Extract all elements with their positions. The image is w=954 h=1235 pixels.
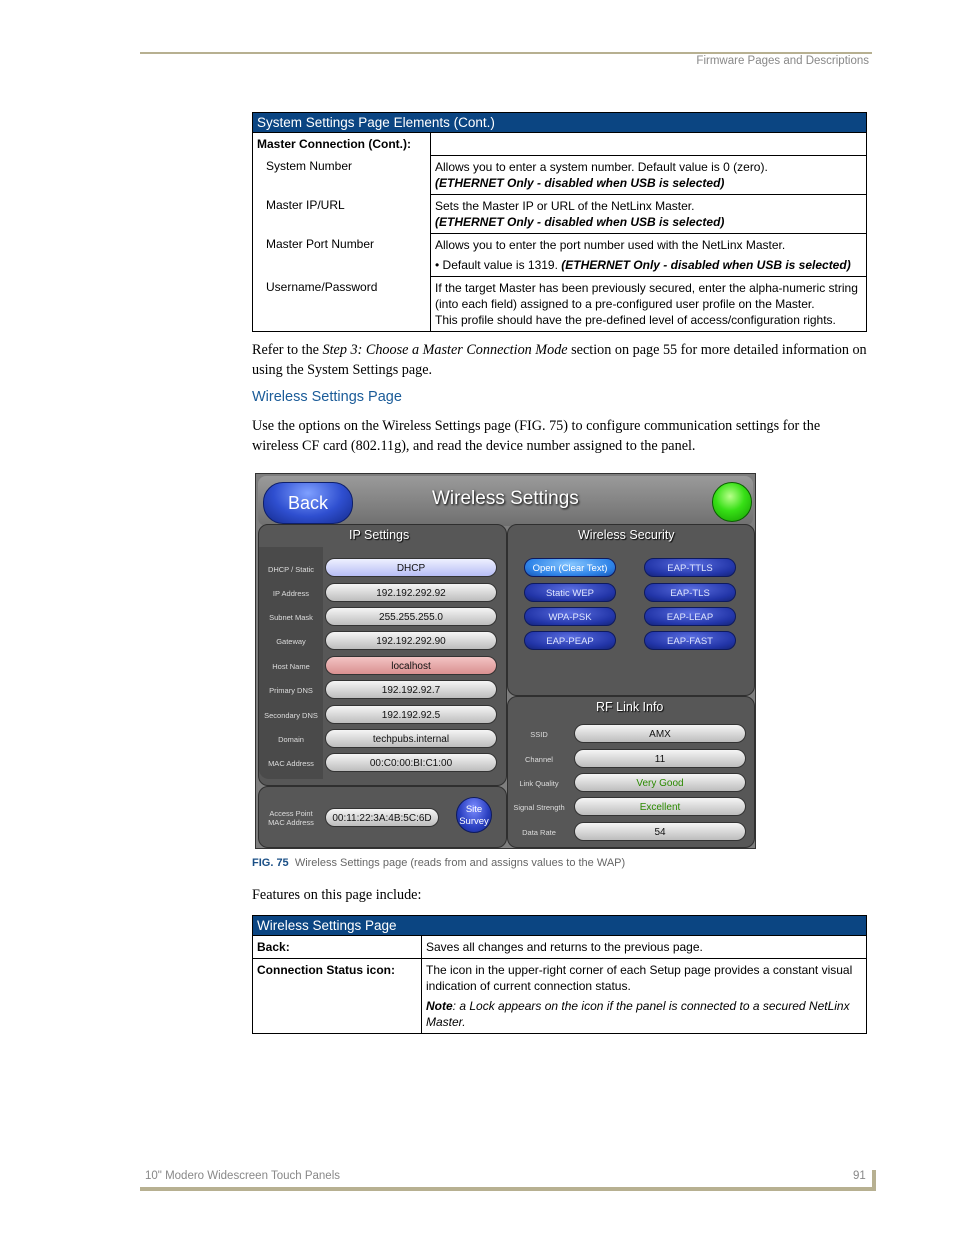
table-row	[253, 936, 867, 959]
ip-address-field[interactable]: 192.192.292.92	[325, 583, 497, 602]
body-paragraph: Features on this page include:	[252, 887, 422, 903]
dhcp-static-field[interactable]: DHCP	[325, 558, 497, 577]
page-number: 91	[853, 1170, 866, 1182]
row-note: (ETHERNET Only - disabled when USB is selected)	[561, 257, 851, 272]
security-eap-tls-button[interactable]: EAP-TLS	[644, 583, 736, 602]
access-point-label: Access Point MAC Address	[268, 809, 314, 827]
access-point-mac-field: 00:11:22:3A:4B:5C:6D	[325, 808, 439, 827]
row-bullet: • Default value is 1319.	[435, 257, 558, 272]
table-row	[253, 194, 867, 233]
field-label: Host Name	[272, 662, 310, 671]
row-name: Back:	[253, 936, 422, 959]
row-name: System Number	[253, 155, 431, 194]
security-static-wep-button[interactable]: Static WEP	[524, 583, 616, 602]
field-label: SSID	[530, 730, 548, 739]
screen-title: Wireless Settings	[432, 488, 579, 509]
body-paragraph: Refer to the Step 3: Choose a Master Connection Mode section on page 55 for more detailed information on using the System Settings page.	[252, 342, 867, 378]
row-desc: Sets the Master IP or URL of the NetLinx Master.	[435, 198, 695, 213]
row-desc: The icon in the upper-right corner of each Setup page provides a constant visual indication of current connection status.	[426, 963, 853, 993]
row-desc2: This profile should have the pre-defined level of access/configuration rights.	[435, 312, 836, 327]
table-row	[253, 959, 867, 1034]
footer-rule	[140, 1187, 876, 1191]
signal-strength-field: Excellent	[574, 797, 746, 816]
title-bar	[258, 476, 753, 526]
group-label: Master Connection (Cont.):	[253, 133, 431, 156]
section-title: Firmware Pages and Descriptions	[696, 55, 869, 67]
ip-settings-header: IP Settings	[349, 528, 410, 542]
field-label: Domain	[278, 735, 304, 744]
field-label: Primary DNS	[269, 686, 313, 695]
mac-address-field: 00:C0:00:BI:C1:00	[325, 753, 497, 772]
field-label: Channel	[525, 755, 553, 764]
row-name: Master IP/URL	[253, 194, 431, 233]
row-name: Username/Password	[253, 276, 431, 331]
domain-field[interactable]: techpubs.internal	[325, 729, 497, 748]
table-row	[253, 155, 867, 194]
table-row	[253, 233, 867, 276]
table-row	[253, 276, 867, 331]
back-button[interactable]: Back	[263, 482, 353, 524]
row-desc: Allows you to enter a system number. Default value is 0 (zero).	[435, 159, 768, 174]
footer-title: 10" Modero Widescreen Touch Panels	[145, 1170, 341, 1182]
header-rule	[140, 52, 872, 54]
host-name-field[interactable]: localhost	[325, 656, 497, 675]
security-wpa-psk-button[interactable]: WPA-PSK	[524, 607, 616, 626]
wireless-security-panel	[507, 524, 755, 696]
row-desc: If the target Master has been previously secured, enter the alpha-numeric string (into each field) assigned to a pre-configured user profile on the Master.	[435, 280, 858, 311]
access-point-panel	[258, 786, 507, 848]
ip-settings-panel	[258, 524, 507, 786]
primary-dns-field[interactable]: 192.192.92.7	[325, 680, 497, 699]
row-note: (ETHERNET Only - disabled when USB is selected)	[435, 175, 725, 190]
row-desc: Allows you to enter the port number used with the NetLinx Master.	[435, 237, 786, 252]
connection-status-icon	[712, 482, 752, 522]
empty-cell	[431, 133, 867, 156]
wireless-settings-screenshot	[255, 473, 756, 849]
field-label: Gateway	[276, 637, 306, 646]
table-title: System Settings Page Elements (Cont.)	[253, 113, 867, 133]
link-quality-field: Very Good	[574, 773, 746, 792]
security-eap-peap-button[interactable]: EAP-PEAP	[524, 631, 616, 650]
secondary-dns-field[interactable]: 192.192.92.5	[325, 705, 497, 724]
rf-link-info-panel	[507, 696, 755, 848]
field-label: Signal Strength	[513, 803, 565, 812]
field-label: Link Quality	[519, 779, 559, 788]
field-label: DHCP / Static	[267, 565, 315, 574]
row-name: Master Port Number	[253, 233, 431, 276]
security-eap-fast-button[interactable]: EAP-FAST	[644, 631, 736, 650]
field-label: IP Address	[272, 589, 310, 598]
ssid-field: AMX	[574, 724, 746, 743]
field-label: Secondary DNS	[264, 711, 318, 720]
channel-field: 11	[574, 749, 746, 768]
subnet-mask-field[interactable]: 255.255.255.0	[325, 607, 497, 626]
security-eap-leap-button[interactable]: EAP-LEAP	[644, 607, 736, 626]
field-label: Subnet Mask	[269, 613, 313, 622]
wireless-settings-table	[252, 915, 867, 1034]
data-rate-field: 54	[574, 822, 746, 841]
system-settings-table	[252, 112, 867, 332]
row-note: Note: a Lock appears on the icon if the panel is connected to a secured NetLinx Master.	[426, 999, 850, 1029]
security-open-button[interactable]: Open (Clear Text)	[524, 558, 616, 577]
section-heading: Wireless Settings Page	[252, 389, 402, 405]
row-note: (ETHERNET Only - disabled when USB is selected)	[435, 214, 725, 229]
security-eap-ttls-button[interactable]: EAP-TTLS	[644, 558, 736, 577]
wireless-security-header: Wireless Security	[578, 528, 675, 542]
row-name: Connection Status icon:	[253, 959, 422, 1034]
field-label: Data Rate	[522, 828, 556, 837]
rf-link-info-header: RF Link Info	[596, 700, 664, 714]
row-desc: Saves all changes and returns to the previous page.	[422, 936, 867, 959]
site-survey-button[interactable]: Site Survey	[456, 797, 492, 833]
body-paragraph: Use the options on the Wireless Settings page (FIG. 75) to configure communication settings for the wireless CF card (802.11g), and read the device number assigned to the panel.	[252, 418, 821, 454]
table-title: Wireless Settings Page	[253, 916, 867, 936]
figure-caption: FIG. 75 Wireless Settings page (reads from and assigns values to the WAP)	[252, 857, 626, 869]
field-label: MAC Address	[268, 759, 314, 768]
gateway-field[interactable]: 192.192.292.90	[325, 631, 497, 650]
